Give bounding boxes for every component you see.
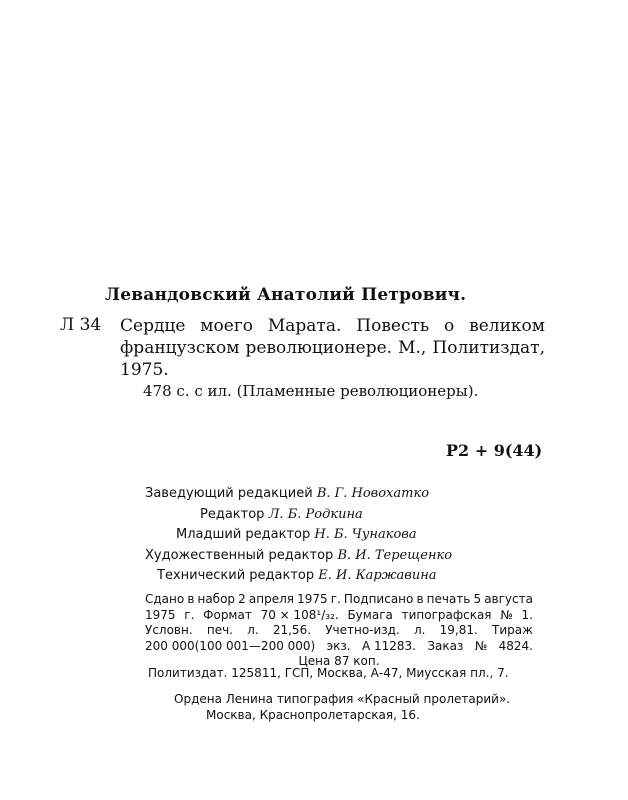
author-name: Левандовский Анатолий Петрович. bbox=[105, 285, 467, 305]
credit-person: В. И. Терещенко bbox=[337, 547, 453, 563]
imprint-word: Бумага bbox=[347, 607, 393, 622]
imprint-word: Учетно-изд. bbox=[325, 623, 400, 637]
imprint-word: Сдано bbox=[145, 592, 185, 606]
imprint-word: печать bbox=[426, 592, 471, 606]
imprint-word: г. bbox=[330, 592, 341, 606]
publisher-address: Политиздат. 125811, ГСП, Москва, А-47, Миусская пл., 7. bbox=[148, 666, 509, 680]
imprint-word: А 11283. bbox=[361, 638, 416, 653]
imprint-line-1 bbox=[145, 592, 533, 608]
imprint-line-3 bbox=[145, 623, 533, 639]
bbk-index: Р2 + 9(44) bbox=[446, 441, 543, 460]
imprint-word: Формат bbox=[203, 607, 252, 622]
imprint-word: 4824. bbox=[498, 638, 533, 653]
credit-role: Редактор bbox=[200, 506, 265, 522]
imprint-word: 200 000(100 001—200 000) bbox=[145, 638, 316, 653]
imprint-word: экз. bbox=[326, 638, 351, 653]
imprint-word: типографская bbox=[401, 607, 492, 622]
imprint-word: л. bbox=[247, 623, 259, 637]
imprint-word: августа bbox=[484, 592, 533, 606]
imprint-word: Условн. bbox=[145, 623, 193, 637]
credit-person: В. Г. Новохатко bbox=[316, 486, 430, 501]
price: Цена 87 коп. bbox=[298, 654, 380, 668]
imprint-word: г. bbox=[184, 607, 195, 622]
credit-role: Технический редактор bbox=[157, 568, 315, 583]
credit-role: Художественный редактор bbox=[145, 547, 334, 563]
imprint-word: 1. bbox=[521, 607, 533, 622]
imprint-word: в bbox=[416, 592, 424, 606]
imprint-line-2 bbox=[145, 608, 533, 624]
credits-block bbox=[0, 484, 628, 587]
imprint-word: Подписано bbox=[343, 592, 414, 606]
credit-role: Младший редактор bbox=[176, 527, 311, 542]
imprint-word: апреля bbox=[248, 592, 294, 606]
imprint-word: № bbox=[500, 607, 513, 622]
imprint-word: набор bbox=[197, 592, 236, 606]
printer-address: Москва, Краснопролетарская, 16. bbox=[206, 708, 420, 722]
credit-role: Заведующий редакцией bbox=[145, 486, 313, 501]
book-title-description: Сердце моего Марата. Повесть о великом французском революционере. М., Политиздат, 1975. bbox=[120, 316, 545, 380]
imprint-word: 70 × 108¹/₃₂. bbox=[260, 607, 339, 622]
catalog-code: Л 34 bbox=[60, 315, 102, 335]
printer-name: Ордена Ленина типография «Красный пролетарий». bbox=[174, 692, 511, 706]
imprint-word: № bbox=[474, 638, 488, 653]
imprint-word: 5 bbox=[473, 592, 482, 606]
credit-line bbox=[0, 546, 628, 567]
printer-block bbox=[0, 691, 628, 723]
credit-person: Н. Б. Чунакова bbox=[314, 527, 417, 542]
imprint-word: 1975 bbox=[297, 592, 328, 606]
imprint-block bbox=[145, 592, 533, 670]
imprint-word: 1975 bbox=[145, 607, 176, 622]
imprint-word: л. bbox=[413, 623, 426, 637]
imprint-word: Заказ bbox=[427, 638, 464, 653]
imprint-word: 2 bbox=[238, 592, 246, 606]
credit-person: Е. И. Каржавина bbox=[318, 568, 437, 583]
credit-person: Л. Б. Родкина bbox=[268, 506, 363, 522]
credit-line bbox=[0, 484, 628, 505]
imprint-word: Тираж bbox=[492, 623, 533, 637]
pages-series: 478 с. с ил. (Пламенные революционеры). bbox=[143, 382, 479, 400]
imprint-word: 19,81. bbox=[439, 623, 478, 637]
credit-line bbox=[0, 566, 628, 587]
credit-line bbox=[0, 525, 628, 546]
imprint-word: в bbox=[187, 592, 195, 606]
imprint-line-4 bbox=[145, 639, 533, 655]
imprint-word: 21,56. bbox=[272, 623, 312, 637]
credit-line bbox=[0, 505, 628, 526]
imprint-word: печ. bbox=[206, 623, 233, 637]
